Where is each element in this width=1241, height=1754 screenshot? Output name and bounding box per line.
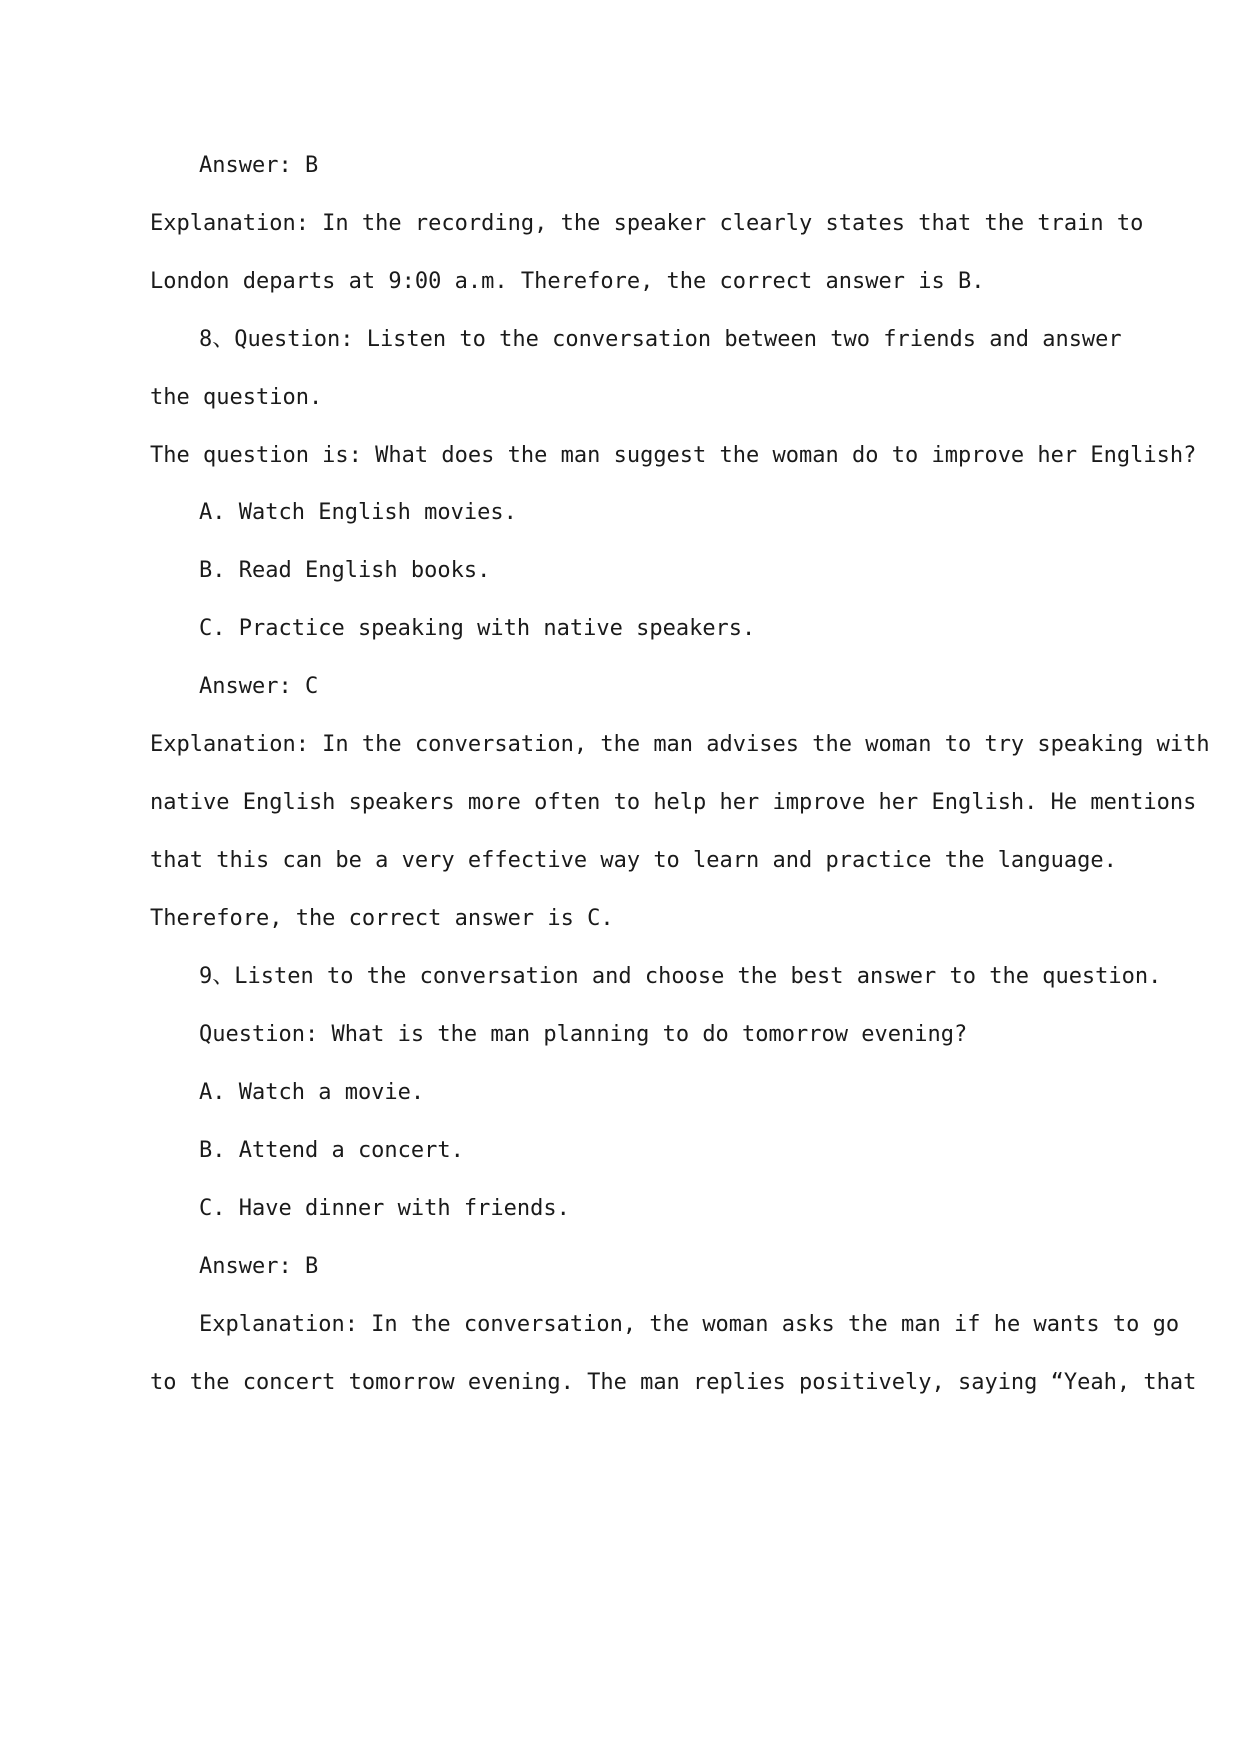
option-b: B. Attend a concert. [199,1138,464,1163]
explanation-line: Explanation: In the recording, the speaker clearly states that the train to [150,211,1144,236]
option-c: C. Practice speaking with native speakers. [199,616,756,641]
explanation-line: to the concert tomorrow evening. The man replies positively, saying “Yeah, that [150,1370,1197,1395]
question-text: the question. [150,385,323,410]
question-text: The question is: What does the man suggest the woman do to improve her English? [150,443,1197,468]
option-c: C. Have dinner with friends. [199,1196,570,1221]
explanation-line: Explanation: In the conversation, the man advises the woman to try speaking with [150,732,1210,757]
question-heading: 8、Question: Listen to the conversation between two friends and answer [199,327,1122,352]
explanation-line: Explanation: In the conversation, the woman asks the man if he wants to go [199,1312,1180,1337]
question-text: Question: What is the man planning to do tomorrow evening? [199,1022,968,1047]
option-a: A. Watch a movie. [199,1080,425,1105]
option-a: A. Watch English movies. [199,500,517,525]
explanation-line: native English speakers more often to help her improve her English. He mentions [150,790,1197,815]
answer-line: Answer: B [199,153,319,178]
explanation-line: Therefore, the correct answer is C. [150,906,614,931]
option-b: B. Read English books. [199,558,491,583]
answer-line: Answer: C [199,674,319,699]
answer-line: Answer: B [199,1254,319,1279]
explanation-line: London departs at 9:00 a.m. Therefore, the correct answer is B. [150,269,985,294]
explanation-line: that this can be a very effective way to learn and practice the language. [150,848,1117,873]
question-heading: 9、Listen to the conversation and choose the best answer to the question. [199,964,1162,989]
